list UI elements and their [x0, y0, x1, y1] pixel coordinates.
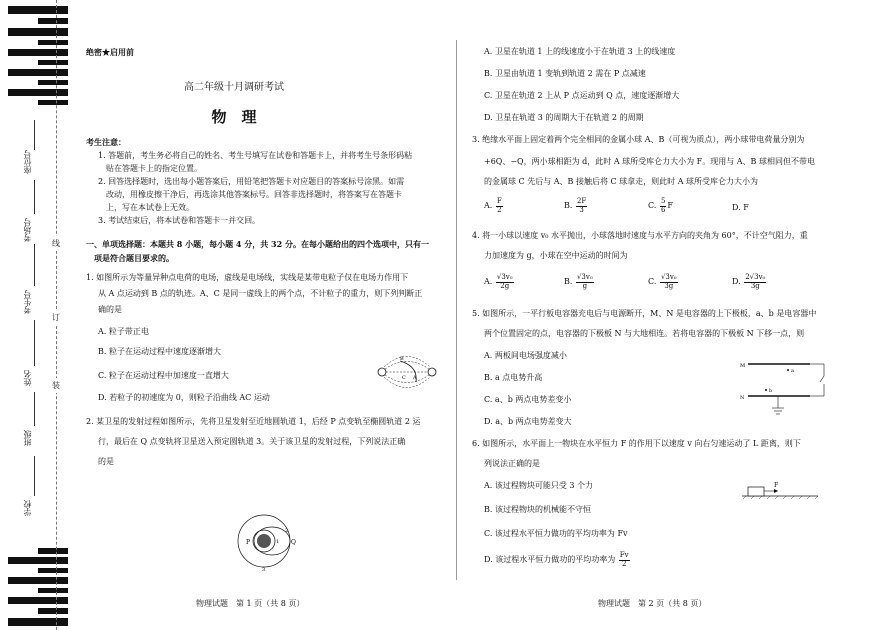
q1-option-c: C. 粒子在运动过程中加速度一直增大	[98, 371, 229, 380]
q5-capacitor-figure	[740, 352, 832, 416]
section-heading: 一、单项选择题：本题共 8 小题，每小题 4 分，共 32 分。在每小题给出的四个选项中，只有一	[86, 239, 429, 249]
stripe	[8, 49, 68, 56]
fraction	[496, 198, 503, 214]
notice-item: 上，写在本试卷上无效。	[98, 203, 194, 212]
seat-number-line	[34, 120, 35, 150]
q6-option-b: B. 该过程物块的机械能不守恒	[484, 505, 591, 514]
right-column	[470, 0, 840, 630]
stripe	[8, 557, 68, 564]
notice-heading: 考生注意：	[86, 137, 126, 147]
q5-option-b: B. a 点电势升高	[484, 373, 543, 382]
cut-word-line: 线	[52, 236, 60, 251]
numerator: 5	[660, 197, 666, 205]
stripe	[38, 80, 68, 85]
denominator: 2	[497, 205, 502, 214]
q2-option-b: B. 卫星由轨道 1 变轨到轨道 2 需在 P 点减速	[484, 69, 646, 78]
numerator: √3v₀	[660, 273, 677, 281]
notice-item: 1. 答题前，考生务必将自己的姓名、考生号填写在试卷和答题卡上，并将考生号条形码粘	[98, 151, 413, 160]
stripe	[8, 577, 68, 584]
stripe	[38, 548, 68, 554]
fig-label-n: N	[740, 395, 745, 401]
stripe	[38, 18, 68, 24]
footer-left: 物理试题 第 1 页（共 8 页）	[196, 599, 305, 608]
stripe	[8, 6, 68, 14]
q6-stem: 6. 如图所示，水平面上一物块在水平恒力 F 的作用下以速度 v 向右匀速运动了 L 距离，则下	[472, 439, 801, 448]
fig-label-q: Q	[291, 539, 296, 546]
q3-option-a	[484, 198, 504, 214]
class-label: 班级	[23, 430, 32, 446]
q1-stem: 1. 如图所示为等量异种点电荷的电场，虚线是电场线，实线是某带电粒子仅在电场力作用下	[86, 273, 409, 282]
fig-label-c: C	[402, 375, 406, 381]
q4-option-d	[732, 274, 767, 290]
numerator: F	[496, 197, 502, 205]
q1-option-a: A. 粒子带正电	[98, 327, 149, 336]
fraction	[496, 274, 514, 290]
school-label: 学校	[23, 500, 32, 516]
name-label: 姓名	[23, 370, 32, 386]
fig-label-2: 2	[285, 528, 289, 534]
option-letter: D.	[732, 277, 741, 287]
candidate-number-label: 考生号	[23, 290, 32, 314]
q6-block-figure	[742, 478, 818, 500]
cut-word-bind: 订	[52, 310, 60, 325]
stripe	[38, 40, 68, 45]
stripe	[38, 60, 68, 65]
fig-label-a: A	[413, 375, 417, 381]
stripe	[8, 597, 68, 604]
name-line	[34, 320, 35, 366]
q6-option-a: A. 该过程物块可能只受 3 个力	[484, 481, 594, 490]
fig-label-b: B	[400, 356, 404, 362]
q2-orbit-figure	[232, 510, 302, 572]
q4-option-c	[648, 274, 679, 290]
numerator: √3v₀	[496, 273, 513, 281]
fraction	[576, 198, 587, 214]
fig-label-f: F	[774, 482, 779, 489]
q4-option-b	[564, 274, 595, 290]
q5-stem: 两个位置固定的点，电容器的下极板 N 与大地相连。若将电容器的下极板 N 下移一点，则	[484, 329, 805, 338]
fraction	[660, 198, 666, 214]
q6-option-d	[484, 552, 631, 568]
denominator: 6	[660, 205, 666, 214]
q4-stem: 力加速度为 g，小球在空中运动的时间为	[484, 251, 628, 260]
denominator: 2	[621, 559, 627, 568]
stripe	[8, 69, 68, 76]
q2-option-a: A. 卫星在轨道 1 上的线速度小于在轨道 3 上的线速度	[484, 47, 676, 56]
option-letter: C.	[648, 201, 657, 211]
numerator: 2√3v₀	[745, 273, 766, 281]
q5-option-a: A. 两板间电场强度减小	[484, 351, 567, 360]
q2-stem: 行，最后在 Q 点变轨将卫星送入预定圆轨道 3。关于该卫星的发射过程，下列说法正确	[98, 437, 406, 446]
stripe	[8, 618, 68, 626]
numerator: Fv	[619, 551, 629, 559]
option-letter: A.	[484, 201, 493, 211]
q1-stem: 确的是	[98, 305, 122, 314]
option-letter: B.	[564, 277, 573, 287]
notice-item: 改动，用橡皮擦干净后，再选涂其他答案标号。回答非选择题时，将答案写在答题卡	[98, 190, 402, 199]
option-text: D. 该过程水平恒力做功的平均功率为	[484, 555, 616, 565]
cut-word-stitch: 装	[52, 378, 60, 393]
fig-label-m: M	[740, 363, 746, 369]
q2-option-d: D. 卫星在轨道 3 的周期大于在轨道 2 的周期	[484, 113, 644, 122]
q2-option-c: C. 卫星在轨道 2 上从 P 点运动到 Q 点，速度逐渐增大	[484, 91, 680, 100]
option-letter: B.	[564, 201, 573, 211]
q3-stem: 3. 绝缘水平面上固定着两个完全相同的金属小球 A、B（可视为质点），两小球带电荷量分别为	[472, 135, 805, 144]
q5-stem: 5. 如图所示，一平行板电容器充电后与电源断开，M、N 是电容器的上下极板，a、b 是电容器中	[472, 309, 817, 318]
school-line	[34, 456, 35, 496]
denominator: 3g	[750, 281, 760, 290]
stripe	[38, 588, 68, 593]
q2-stem: 2. 某卫星的发射过程如图所示，先将卫星发射至近地圆轨道 1，后经 P 点变轨至椭圆轨道 2 运	[86, 417, 421, 426]
option-suffix: F	[667, 201, 673, 211]
numerator: 2F	[576, 197, 587, 205]
left-column	[84, 0, 444, 630]
q2-stem: 的是	[98, 457, 114, 466]
q6-option-c: C. 该过程水平恒力做功的平均功率为 Fv	[484, 529, 628, 538]
q1-field-figure	[372, 352, 442, 392]
option-value: F	[743, 203, 749, 212]
q1-option-d: D. 若粒子的初速度为 0，则粒子沿曲线 AC 运动	[98, 393, 270, 402]
secret-label: 绝密★启用前	[86, 47, 134, 57]
stripe	[38, 608, 68, 614]
denominator: 3	[579, 205, 584, 214]
fig-label-a: a	[791, 368, 794, 374]
notice-item: 贴在答题卡上的指定位置。	[98, 164, 202, 173]
stripe	[38, 100, 68, 105]
subject-title: 物 理	[211, 108, 257, 126]
q5-option-c: C. a、b 两点电势差变小	[484, 395, 572, 404]
q4-option-a	[484, 274, 515, 290]
fig-label-1: 1	[276, 539, 280, 545]
notice-item: 2. 回答选择题时，选出每小题答案后，用铅笔把答题卡对应题目的答案标号涂黑。如需	[98, 177, 405, 186]
stripe	[8, 28, 68, 36]
footer-right: 物理试题 第 2 页（共 8 页）	[598, 599, 707, 608]
q6-stem: 列说法正确的是	[484, 459, 540, 468]
numerator: √3v₀	[576, 273, 593, 281]
exam-room-line	[34, 180, 35, 214]
q3-option-b	[564, 198, 588, 214]
option-letter: D.	[732, 203, 741, 212]
denominator: 3g	[664, 281, 674, 290]
option-letter: A.	[484, 277, 493, 287]
option-letter: C.	[648, 277, 657, 287]
fig-label-p: P	[246, 539, 251, 546]
column-divider	[456, 40, 457, 580]
section-heading-cont: 项是符合题目要求的。	[86, 253, 174, 263]
fig-label-3: 3	[262, 567, 266, 572]
q1-option-b: B. 粒子在运动过程中速度逐渐增大	[98, 347, 221, 356]
fig-label-b: b	[769, 388, 773, 394]
q3-stem: +6Q、−Q，两小球相距为 d，此时 A 球所受库仑力大小为 F。现用与 A、B 球相同但不带电	[484, 157, 815, 166]
fraction	[660, 274, 678, 290]
denominator: 2g	[500, 281, 510, 290]
q1-stem: 从 A 点运动到 B 点的轨迹。A、C 是同一虚线上的两个点，不计粒子的重力，则下列判断正	[98, 289, 423, 298]
class-line	[34, 392, 35, 426]
q3-stem: 的金属球 C 先后与 A、B 接触后将 C 球拿走，则此时 A 球所受库仑力大小为	[484, 177, 759, 186]
q5-option-d: D. a、b 两点电势差变大	[484, 417, 572, 426]
q4-stem: 4. 将一小球以速度 v₀ 水平抛出，小球落地时速度与水平方向的夹角为 60°，不计空气阻力，重	[472, 231, 808, 240]
fraction	[576, 274, 594, 290]
exam-room-label: 考场号	[23, 218, 32, 242]
denominator: g	[582, 281, 588, 290]
stripe	[38, 568, 68, 573]
candidate-number-line	[34, 244, 35, 286]
q3-option-c	[648, 198, 673, 214]
fraction	[744, 274, 766, 290]
fraction	[619, 552, 630, 568]
q3-option-d	[732, 202, 749, 214]
notice-item: 3. 考试结束后，将本试卷和答题卡一并交回。	[98, 216, 261, 225]
stripe	[8, 89, 68, 96]
binding-margin	[0, 0, 70, 630]
seat-number-label: 座位号	[23, 150, 32, 174]
exam-title: 高二年级十月调研考试	[184, 82, 284, 93]
